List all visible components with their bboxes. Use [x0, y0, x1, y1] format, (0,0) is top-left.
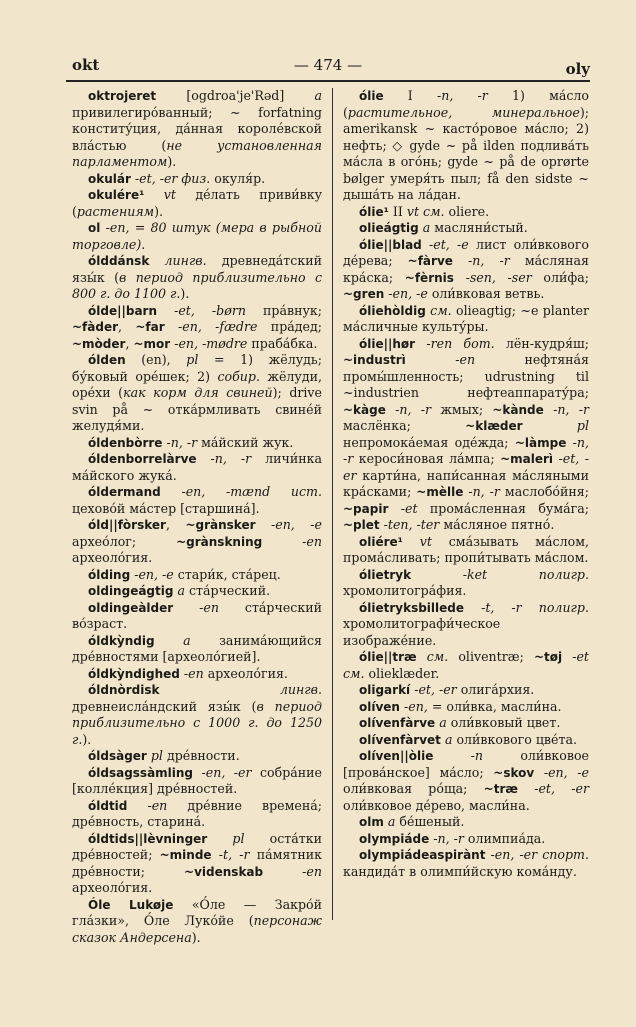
- definition-text: ).: [191, 929, 201, 945]
- definition-text: [155, 633, 183, 648]
- dictionary-entry: [343, 303, 589, 336]
- definition-text: [544, 402, 553, 417]
- dictionary-entry: [343, 748, 589, 814]
- definition-text: [161, 484, 182, 499]
- definition-text: [262, 534, 302, 549]
- dictionary-entry: [72, 484, 322, 517]
- dictionary-entry: [72, 583, 322, 600]
- definition-text: маслёнка;: [343, 418, 466, 433]
- definition-text: олимпиа́да.: [463, 830, 546, 846]
- definition-text: olieagtig; ~e planter ма́сличные культу́ры.: [343, 302, 589, 334]
- headword: ~fàrve: [407, 254, 453, 268]
- definition-text: кандида́т в олимпи́йскую кома́нду.: [343, 863, 577, 879]
- page-number: — 474 —: [293, 56, 363, 74]
- dictionary-entry: [72, 435, 322, 452]
- definition-text: дре́вние времена́; дре́вность, старина́.: [72, 797, 322, 829]
- definition-text: [263, 864, 302, 879]
- headword: óldkỳndighed: [88, 666, 180, 681]
- dictionary-entry: [343, 336, 589, 534]
- headword: olympiáde: [359, 831, 430, 846]
- definition-text: ,: [125, 335, 134, 351]
- left-column: [72, 88, 322, 946]
- grammar-note: vt: [163, 187, 176, 202]
- headword: oliére¹: [359, 534, 403, 549]
- headword: ~klæder: [465, 419, 523, 433]
- dictionary-entry: [72, 831, 322, 897]
- headword: ~mòder: [72, 336, 126, 351]
- definition-text: [534, 765, 544, 780]
- definition-text: olieklæder.: [364, 665, 440, 681]
- definition-text: [453, 253, 468, 268]
- definition-text: [454, 270, 466, 285]
- definition-text: пра́внук;: [245, 302, 322, 318]
- definition-text: ста́рческий во́зраст.: [72, 599, 322, 631]
- definition-text: пра́дед;: [257, 319, 322, 334]
- grammar-note: -en, -mænd ист.: [181, 484, 322, 499]
- grammar-note: a: [183, 632, 191, 648]
- headword: oktrojeret: [88, 89, 157, 103]
- headword: oligarkí: [359, 683, 411, 697]
- grammar-note: -en: [455, 352, 476, 367]
- headword: óldtid: [88, 798, 128, 813]
- headword: olívenfàrve: [359, 716, 436, 730]
- grammar-note: лингв.: [164, 253, 207, 268]
- definition-text: оли́фа;: [531, 269, 589, 285]
- grammar-note: лингв.: [279, 682, 322, 697]
- grammar-note: a: [444, 731, 453, 747]
- definition-text: лист оли́вкового де́рева;: [343, 236, 589, 268]
- definition-text: привилегиро́ванный; ~ forfatning конститу́ция, да́нная королéвской вла́стью (: [72, 104, 322, 153]
- definition-text: [386, 402, 395, 417]
- headword: óldnòrdisk: [88, 683, 160, 697]
- dictionary-entry: [343, 715, 589, 732]
- headword: ólie¹: [359, 204, 389, 219]
- definition-text: па́мятник дре́вности;: [72, 847, 322, 879]
- dictionary-entry: [72, 600, 322, 633]
- definition-text: [165, 319, 178, 334]
- grammar-note: -n, -r: [553, 401, 589, 417]
- grammar-note: vt см.: [406, 203, 445, 219]
- grammar-note: в период приблизительно с 800 г. до 1100 г.: [72, 269, 323, 301]
- grammar-note: -et, -er физ.: [134, 170, 211, 186]
- dictionary-entry: [72, 666, 322, 683]
- definition-text: [212, 847, 219, 862]
- grammar-note: -t, -r: [218, 847, 250, 862]
- page-header: [66, 54, 590, 80]
- grammar-note: см.: [430, 302, 452, 318]
- definition-text: ).: [167, 154, 177, 169]
- definition-text: оли́вковый цвет.: [446, 715, 561, 730]
- grammar-note: -en: [183, 665, 204, 681]
- definition-text: [193, 765, 201, 780]
- dictionary-entry: [343, 732, 589, 749]
- definition-text: де́лать приви́вку (: [72, 187, 322, 219]
- grammar-note: pl: [576, 418, 589, 433]
- definition-text: oliventræ;: [448, 649, 534, 664]
- definition-text: [464, 600, 481, 615]
- headword: ólietryksbillede: [359, 600, 465, 615]
- headword: ~papir: [343, 501, 389, 516]
- headword: ólding: [88, 567, 131, 582]
- definition-text: дре́вности.: [162, 748, 240, 763]
- definition-text: личи́нка ма́йского жука́.: [72, 451, 322, 483]
- grammar-note: a: [422, 220, 431, 235]
- definition-text: I: [383, 88, 437, 103]
- dictionary-entry: [72, 187, 322, 220]
- definition-text: [523, 418, 577, 433]
- definition-text: ста́рческий.: [185, 583, 271, 598]
- headword: oldingeàlder: [88, 600, 174, 615]
- headword: óldermand: [88, 485, 161, 499]
- dictionary-entry: [72, 682, 322, 748]
- definition-text: .: [141, 236, 146, 252]
- dictionary-entry: [343, 831, 589, 848]
- grammar-note: как корм для свиней: [123, 385, 273, 400]
- headword: ~tøj: [533, 650, 563, 664]
- grammar-note: -et, -er: [414, 682, 457, 697]
- definition-text: [422, 237, 429, 252]
- definition-text: нефтяна́я промы́шленность; udrustning til ~industrien нефтеаппарату́ра;: [343, 352, 589, 400]
- definition-text: = 1) жёлудь; бу́ковый оре́шек; 2): [72, 352, 322, 384]
- dictionary-entry: [343, 682, 589, 699]
- headword: okulére¹: [88, 188, 145, 202]
- definition-text: [256, 517, 271, 532]
- headword: óldenborrelàrve: [88, 452, 197, 466]
- grammar-note: -en, -er спорт.: [490, 847, 589, 862]
- grammar-note: -en: [302, 533, 322, 549]
- definition-text: ,: [118, 319, 136, 334]
- definition-text: [159, 682, 279, 697]
- grammar-note: pl: [232, 830, 245, 846]
- definition-text: ,: [165, 517, 186, 532]
- definition-text: (en),: [125, 352, 187, 367]
- definition-text: окуля́р.: [210, 170, 266, 186]
- headword: olíven: [359, 699, 400, 714]
- grammar-note: -n, -r: [433, 830, 464, 846]
- grammar-note: -ren бот.: [426, 335, 495, 351]
- dictionary-entry: [72, 897, 322, 947]
- definition-text: хромолитогра́фия.: [343, 583, 467, 598]
- definition-text: [415, 336, 426, 351]
- header-left-guide-word: okt: [72, 56, 100, 74]
- headword: ~làmpe: [514, 435, 567, 450]
- headword: ~fèrnis: [404, 270, 454, 285]
- definition-text: лён-кудря́ш;: [494, 335, 589, 351]
- column-divider: [332, 88, 333, 920]
- headword: ólie||træ: [359, 650, 417, 664]
- headword: óldkỳndig: [88, 633, 155, 648]
- grammar-note: -n, -r: [468, 253, 510, 268]
- dictionary-entry: [72, 748, 322, 765]
- grammar-note: в период приблизительно с 1000 г. до 1250 г.: [72, 698, 322, 747]
- definition-text: собра́ние [колле́кция] дре́вностей.: [72, 764, 322, 796]
- definition-text: [433, 748, 470, 763]
- dictionary-entry: [343, 649, 589, 682]
- grammar-note: см.: [426, 649, 449, 664]
- definition-text: ).: [154, 203, 164, 219]
- definition-text: масляни́стый.: [430, 220, 528, 235]
- definition-text: ).: [82, 731, 92, 747]
- headword: Óle Lukøje: [88, 897, 174, 912]
- definition-text: ); amerikansk ~ касто́ровое ма́сло; 2) нефть; ◇ gyde ~ på ilden подлива́ть ма́сла в ого́нь; gyde ~ på de oprørte bølger умеря́ть пыл; få den sidste ~ дыша́ть на ла́дан.: [343, 104, 589, 202]
- grammar-note: -n, -r: [166, 434, 198, 450]
- dictionary-entry: [72, 171, 322, 188]
- headword: ~minde: [159, 848, 212, 862]
- headword: olívenfàrvet: [359, 732, 441, 747]
- dictionary-entry: [343, 534, 589, 567]
- dictionary-entry: [343, 88, 589, 204]
- definition-text: занима́ющийся дре́вностями [археоло́гией].: [72, 632, 322, 664]
- grammar-note: собир.: [217, 368, 260, 384]
- grammar-note: a: [387, 814, 396, 829]
- definition-text: ма́йский жук.: [197, 434, 294, 450]
- dictionary-entry: [343, 204, 589, 221]
- definition-text: [ogdroa'je'Rəd]: [156, 88, 315, 103]
- headword: ~far: [135, 320, 165, 334]
- grammar-note: pl: [150, 748, 163, 763]
- grammar-note: -et: [400, 500, 418, 516]
- dictionary-entry: [343, 847, 589, 880]
- definition-text: оли́вкового цве́та.: [452, 731, 577, 747]
- headword: ólietryk: [359, 567, 412, 582]
- definition-text: II: [388, 203, 407, 219]
- dictionary-entry: [72, 451, 322, 484]
- headword: olíven||òlie: [359, 749, 434, 763]
- headword: ~mèlle: [416, 485, 464, 499]
- definition-text: бе́шеный.: [395, 814, 465, 829]
- grammar-note: -n: [470, 748, 484, 763]
- grammar-note: -n, -r: [210, 451, 252, 466]
- grammar-note: -en, -e: [543, 764, 589, 780]
- grammar-note: -t, -r полигр.: [481, 599, 589, 615]
- grammar-note: -en, -mødre: [174, 335, 248, 351]
- definition-text: [149, 253, 164, 268]
- grammar-note: a: [177, 583, 185, 598]
- grammar-note: pl: [186, 352, 199, 367]
- grammar-note: a: [314, 88, 322, 103]
- definition-text: стари́к, ста́рец.: [173, 566, 281, 582]
- definition-text: цехово́й ма́стер [старшина́].: [72, 500, 260, 516]
- definition-text: [144, 187, 163, 202]
- grammar-note: персонаж сказок Андерсена: [72, 913, 322, 945]
- definition-text: «О́ле — Закро́й гла́зки», О́ле Луко́йе (: [72, 896, 322, 928]
- definition-text: археоло́гия.: [203, 665, 288, 681]
- grammar-note: -en: [302, 863, 322, 879]
- headword: ólden: [88, 353, 126, 367]
- definition-text: оли́вковая ро́ща;: [343, 781, 484, 796]
- dictionary-entry: [72, 798, 322, 831]
- definition-text: [406, 352, 455, 367]
- dictionary-entry: [72, 253, 322, 303]
- definition-text: маслобо́йня;: [499, 484, 589, 499]
- definition-text: кероси́новая ла́мпа;: [353, 451, 501, 466]
- headword: óldenbòrre: [88, 435, 163, 450]
- grammar-note: -et см.: [343, 649, 589, 681]
- grammar-note: -et, -er: [534, 781, 589, 796]
- definition-text: оли́вковое [прова́нское] ма́сло;: [343, 748, 589, 780]
- definition-text: прома́сленная бума́га;: [417, 500, 589, 516]
- headword: ~træ: [483, 782, 518, 796]
- dictionary-entry: [343, 699, 589, 716]
- grammar-note: -en, -e: [134, 566, 174, 582]
- dictionary-entry: [72, 352, 322, 435]
- grammar-note: -n, -r: [436, 88, 488, 103]
- headword: óldtids||lèvninger: [88, 831, 208, 846]
- headword: ~plet: [343, 518, 380, 532]
- dictionary-entry: [343, 220, 589, 237]
- headword: ólde||barn: [88, 303, 157, 318]
- grammar-note: -ten, -ter: [383, 517, 440, 532]
- headword: óliehòldig: [359, 303, 426, 318]
- grammar-note: -et, -børn: [174, 302, 246, 318]
- dictionary-entry: [72, 567, 322, 584]
- grammar-note: -en, -e: [270, 517, 322, 532]
- headword: ~grànskning: [176, 534, 263, 549]
- definition-text: древнеисла́ндский язы́к (: [72, 698, 257, 714]
- dictionary-entry: [72, 220, 322, 253]
- definition-text: непромока́емая оде́жда;: [343, 434, 515, 450]
- headword: ~skov: [493, 765, 535, 780]
- dictionary-entry: [72, 303, 322, 353]
- definition-text: ); drive svin på ~ отка́рмливать свине́й желудя́ми.: [72, 385, 323, 433]
- definition-text: жёлуди, оре́хи (: [72, 368, 322, 400]
- definition-text: [197, 451, 211, 466]
- definition-text: [388, 501, 400, 516]
- definition-text: архео́лог;: [72, 533, 177, 549]
- headword: oldingeágtig: [88, 584, 174, 598]
- definition-text: ма́сляное пятно́.: [439, 517, 555, 532]
- headword: ol: [88, 221, 101, 235]
- dictionary-entry: [343, 814, 589, 831]
- right-column: [343, 88, 589, 880]
- definition-text: [411, 567, 463, 582]
- grammar-note: не установленная парламентом: [72, 137, 322, 169]
- grammar-note: растительное, минеральное: [347, 104, 580, 120]
- headword: ~videnskab: [184, 864, 264, 879]
- definition-text: жмых;: [431, 401, 493, 417]
- definition-text: археоло́гия.: [72, 880, 153, 895]
- headword: olieágtig: [359, 221, 419, 235]
- headword: ~malerì: [500, 452, 554, 466]
- grammar-note: -et, -e: [429, 236, 469, 252]
- headword: ólie: [359, 89, 384, 103]
- grammar-note: -en, =: [404, 698, 443, 714]
- dictionary-entry: [72, 633, 322, 666]
- grammar-note: -sen, -ser: [465, 269, 532, 285]
- grammar-note: -ket полигр.: [462, 566, 589, 582]
- headword: olympiádeaspirànt: [359, 848, 486, 862]
- definition-text: [518, 781, 534, 796]
- definition-text: [562, 649, 572, 664]
- grammar-note: vt: [419, 533, 432, 549]
- dictionary-entry: [72, 517, 322, 567]
- headword: óldsagssàmling: [88, 765, 194, 780]
- definition-text: археоло́гия.: [72, 550, 153, 565]
- grammar-note: a: [439, 715, 447, 730]
- grammar-note: -en, = 80 штук (мера в рыбной торговле): [72, 220, 322, 252]
- headword: ólie||blad: [359, 237, 422, 252]
- headword: olm: [359, 815, 384, 829]
- definition-text: [157, 303, 174, 318]
- grammar-note: -n, -r: [468, 484, 500, 499]
- definition-text: [207, 831, 232, 846]
- definition-text: ).: [180, 286, 190, 301]
- grammar-note: -et, -er: [343, 451, 589, 483]
- dictionary-entry: [343, 237, 589, 303]
- definition-text: оли́вка, масли́на.: [442, 698, 562, 714]
- definition-text: [127, 798, 147, 813]
- headword: ólddánsk: [88, 254, 150, 268]
- headword: ~gren: [343, 287, 385, 301]
- definition-text: ма́сляная кра́ска;: [343, 253, 589, 285]
- headword: ólie||hør: [359, 336, 416, 351]
- headword: ~mor: [133, 336, 171, 351]
- header-rule: [66, 80, 590, 82]
- definition-text: [403, 534, 420, 549]
- grammar-note: -en, -er: [201, 764, 252, 780]
- definition-text: [417, 649, 427, 664]
- definition-text: олига́рхия.: [456, 682, 535, 697]
- headword: ~kàge: [343, 402, 386, 417]
- definition-text: древнеда́тский язы́к (: [72, 253, 322, 285]
- dictionary-entry: [343, 600, 589, 650]
- headword: ~fàder: [72, 320, 119, 334]
- headword: óld||fòrsker: [88, 518, 166, 532]
- headword: ~kànde: [492, 402, 544, 417]
- grammar-note: -en, -e: [388, 286, 428, 301]
- definition-text: 1) ма́сло (: [343, 88, 590, 120]
- grammar-note: -en: [199, 599, 219, 615]
- definition-text: праба́бка.: [247, 335, 318, 351]
- header-right-guide-word: oly: [565, 60, 590, 78]
- headword: óldsàger: [88, 749, 147, 763]
- definition-text: оли́вковая ветвь.: [427, 286, 545, 301]
- grammar-note: -en, -fædre: [178, 319, 258, 334]
- definition-text: оста́тки дре́вностей;: [72, 830, 322, 862]
- definition-text: оли́вковое де́рево, масли́на.: [343, 797, 530, 813]
- definition-text: oliere.: [444, 203, 490, 219]
- dictionary-entry: [343, 567, 589, 600]
- definition-text: сма́зывать ма́слом, прома́сливать; пропи́тывать ма́слом.: [343, 533, 589, 565]
- headword: ~industrì: [343, 353, 406, 367]
- grammar-note: растениям: [76, 203, 155, 219]
- definition-text: карти́на, напи́санная ма́сляными кра́сками;: [343, 467, 589, 499]
- headword: okulár: [88, 171, 131, 186]
- dictionary-entry: [72, 88, 322, 171]
- grammar-note: -n, -r: [343, 434, 589, 466]
- headword: ~grànsker: [185, 518, 256, 532]
- definition-text: хромолитографи́ческое изображе́ние.: [343, 616, 501, 648]
- dictionary-entry: [72, 765, 322, 798]
- grammar-note: -n, -r: [395, 401, 432, 417]
- grammar-note: -en: [147, 797, 168, 813]
- definition-text: [173, 600, 199, 615]
